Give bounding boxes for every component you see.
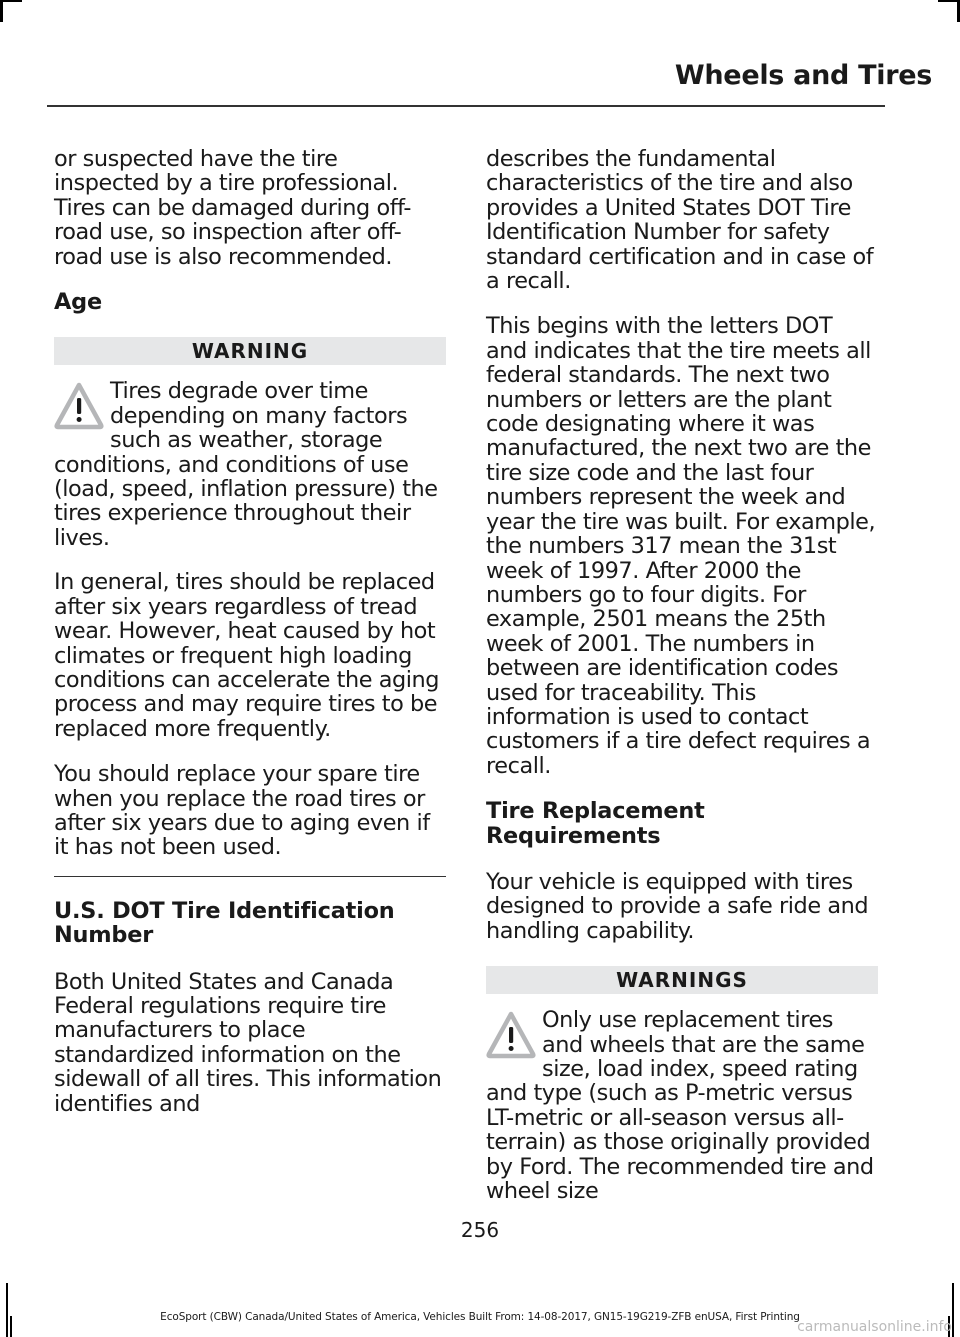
header-rule <box>47 105 885 107</box>
crop-mark <box>0 0 22 2</box>
crop-mark <box>6 1283 8 1337</box>
warning-triangle-icon <box>486 1010 536 1060</box>
general-paragraph: In general, tires should be replaced after six years regardless of tread wear. However, heat caused by hot climates or frequent high loading conditions can accelerate the aging process and may require tires to be replaced more frequently. <box>54 569 440 742</box>
warning-text: Tires degrade over time depending on many factors such as weather, storage conditions, and conditions of use (load, speed, inflation pressure) the tires experience throughout their lives. <box>54 378 438 551</box>
warning-triangle-icon <box>54 381 104 431</box>
warnings-box <box>486 1008 878 1203</box>
crop-mark <box>938 0 960 2</box>
footer-text: EcoSport (CBW) Canada/United States of America, Vehicles Built From: 14-08-2017, GN15-19G219-ZFB enUSA, First Printing <box>160 1311 800 1323</box>
section-divider <box>54 876 446 877</box>
page-number: 256 <box>460 1218 500 1242</box>
warnings-label: WARNINGS <box>486 966 878 994</box>
warning-box <box>54 379 446 550</box>
equipped-paragraph: Your vehicle is equipped with tires designed to provide a safe ride and handling capability. <box>486 868 869 944</box>
intro-paragraph: or suspected have the tire inspected by a tire professional. Tires can be damaged during off-road use, so inspection after off-road use is also recommended. <box>54 146 411 270</box>
page-header-title: Wheels and Tires <box>674 60 932 91</box>
crop-mark <box>0 0 3 22</box>
watermark: carmanualsonline.info <box>797 1319 952 1335</box>
dot-paragraph: Both United States and Canada Federal regulations require tire manufacturers to place standardized information on the sidewall of all tires. This information identifies and <box>54 968 442 1117</box>
dot-heading: U.S. DOT Tire Identification Number <box>54 897 395 949</box>
age-heading: Age <box>54 289 102 316</box>
warnings-text: Only use replacement tires and wheels that are the same size, load index, speed rating and type (such as P-metric versus LT-metric or all-season versus all-terrain) as those originally provided by Ford. The recommended tire and wheel size <box>486 1007 874 1205</box>
continued-paragraph: describes the fundamental characteristics of the tire and also provides a United States DOT Tire Identification Number for safety standard certification and in case of a recall. <box>486 146 874 295</box>
right-column <box>486 147 878 1223</box>
dot-begins-paragraph: This begins with the letters DOT and indicates that the tire meets all federal standards. The next two numbers or letters are the plant code designating where it was manufactured, the next two are the tire size code and the last four numbers represent the week and year the tire was built. For example, the numbers 317 mean the 31st week of 1997. After 2000 the numbers go to four digits. For example, 2501 means the 25th week of 2001. The numbers in between are identification codes used for traceability. This information is used to contact customers if a tire defect requires a recall. <box>486 313 876 779</box>
spare-tire-paragraph: You should replace your spare tire when you replace the road tires or after six years due to aging even if it has not been used. <box>54 761 430 861</box>
left-column <box>54 147 446 1137</box>
crop-mark <box>952 1283 954 1337</box>
warning-label: WARNING <box>54 337 446 365</box>
replacement-heading: Tire Replacement Requirements <box>486 798 705 849</box>
